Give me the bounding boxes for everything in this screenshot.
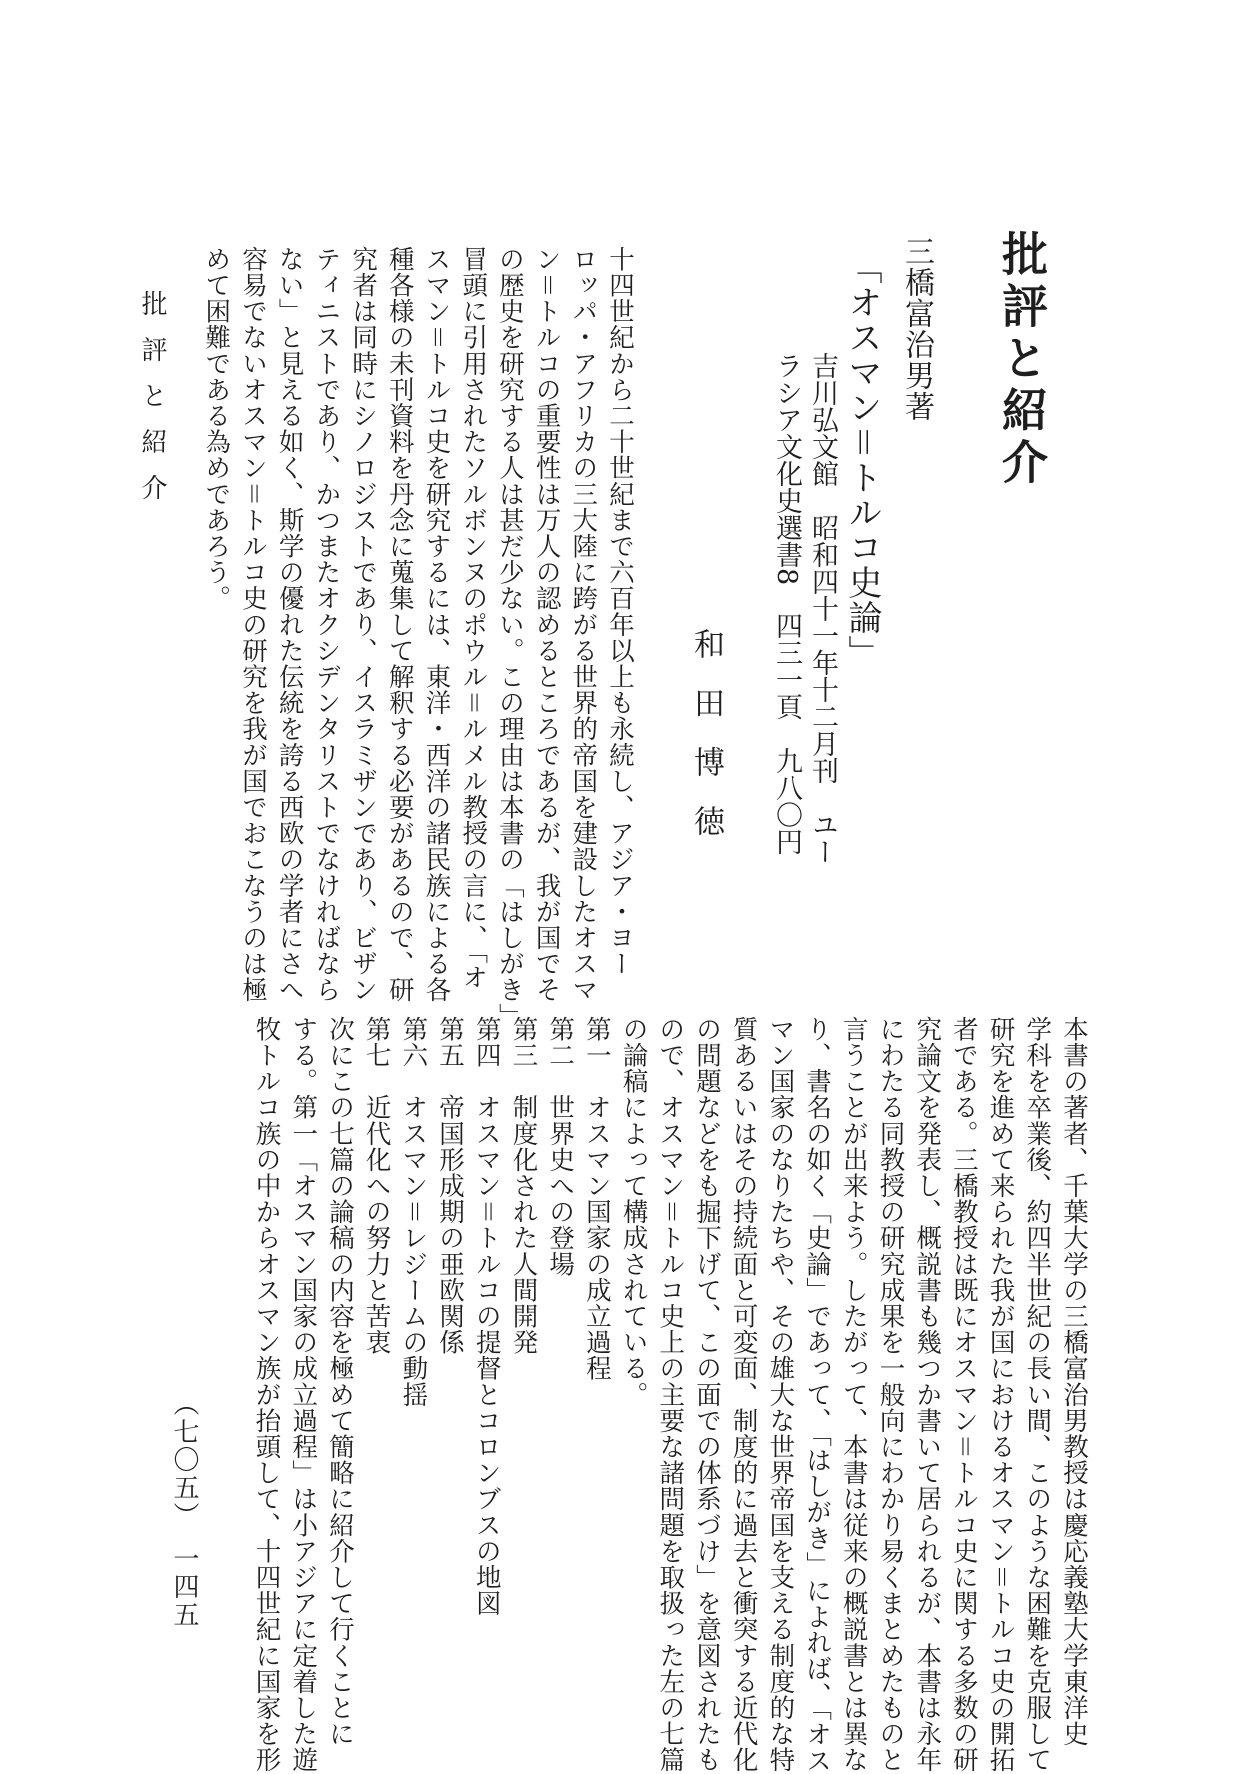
text-line: ない」と見える如く、斯学の優れた伝統を誇る西欧の学者にさへ bbox=[274, 246, 305, 1003]
reviewer-name: 和田博徳 bbox=[688, 628, 724, 864]
text-line: 本書の著者、千葉大学の三橋富治男教授は慶応義塾大学東洋史 bbox=[1059, 1016, 1089, 1747]
text-line: 言うことが出来よう。したがって、本書は従来の概説書とは異な bbox=[838, 1016, 869, 1773]
chapter-item: 第六 オスマン＝レジームの動揺 bbox=[398, 1016, 429, 1408]
text-line: めて困難である為めであろう。 bbox=[201, 246, 232, 612]
text-line: にわたる同教授の研究成果を一般向にわかり易くまとめたものと bbox=[875, 1016, 906, 1773]
text-line: 質あるいはその持続面と可変面、制度的に過去と衝突する近代化 bbox=[728, 1016, 759, 1773]
chapter-item: 第二 世界史への登場 bbox=[545, 1016, 576, 1277]
text-line: 十四世紀から二十世紀まで六百年以上も永続し、アジア・ヨー bbox=[605, 246, 635, 977]
text-line: り、書名の如く「史論」であって、「はしがき」によれば、「オス bbox=[802, 1016, 833, 1774]
text-line: する。第一「オスマン国家の成立過程」は小アジアに定着した遊 bbox=[288, 1016, 319, 1773]
chapter-item: 第三 制度化された人間開発 bbox=[508, 1016, 539, 1356]
chapter-item: 第一 オスマン国家の成立過程 bbox=[581, 1016, 612, 1382]
text-line: 牧トルコ族の中からオスマン族が抬頭して、十四世紀に国家を形 bbox=[251, 1016, 282, 1773]
text-line: ロッパ・アフリカの三大陸に跨がる世界的帝国を建設したオスマ bbox=[568, 246, 599, 1003]
text-line: の歴史を研究する人は甚だ少ない。この理由は本書の「はしがき」 bbox=[494, 246, 525, 1029]
volume-page-number: 一四五 bbox=[169, 1545, 199, 1629]
text-line: 究者は同時にシノロジストであり、イスラミザンであり、ビザン bbox=[348, 246, 379, 1003]
publication-line: ラシア文化史選書8 四三一頁 九八〇円 bbox=[771, 352, 802, 856]
text-line: 次にこの七篇の論稿の内容を極めて簡略に紹介して行くことに bbox=[324, 1016, 355, 1747]
chapter-item: 第四 オスマン＝トルコの提督とコロンブスの地図 bbox=[471, 1016, 502, 1617]
running-head: 批評と紹介 bbox=[137, 290, 167, 520]
intro-paragraph bbox=[198, 246, 638, 1029]
book-publication-info bbox=[768, 352, 840, 865]
text-line: 研究を進めて来られた我が国におけるオスマン＝トルコ史の開拓 bbox=[985, 1016, 1016, 1773]
text-line: ン＝トルコの重要性は万人の認めるところであるが、我が国でそ bbox=[531, 246, 562, 1003]
book-author: 三橋富治男著 bbox=[899, 236, 934, 422]
text-line: 者である。三橋教授は既にオスマン＝トルコ史に関する多数の研 bbox=[948, 1016, 979, 1773]
text-line: 種各様の未刊資料を丹念に蒐集して解釈する必要があるので、研 bbox=[384, 246, 415, 1003]
page-number bbox=[164, 1390, 204, 1629]
text-line: の論稿によって構成されている。 bbox=[618, 1016, 649, 1408]
text-line: ので、オスマン＝トルコ史上の主要な諸問題を取扱った左の七篇 bbox=[655, 1016, 686, 1773]
text-line: 学科を卒業後、約四半世紀の長い間、このような困難を克服して bbox=[1022, 1016, 1053, 1773]
text-line: 究論文を発表し、概説書も幾つか書いて居られるが、本書は永年 bbox=[912, 1016, 943, 1773]
chapter-item: 第五 帝国形成期の亜欧関係 bbox=[435, 1016, 466, 1356]
text-line: スマン＝トルコ史を研究するには、東洋・西洋の諸民族による各 bbox=[421, 246, 452, 1003]
chapter-item: 第七 近代化への努力と苦衷 bbox=[361, 1016, 392, 1356]
section-heading: 批評と紹介 bbox=[995, 230, 1049, 490]
text-line: の問題などをも掘下げて、この面での体系づけ」を意図されたも bbox=[691, 1016, 722, 1773]
main-text bbox=[212, 1016, 1092, 1774]
publication-line: 吉川弘文館 昭和四十一年十二月刊 ユー bbox=[807, 352, 838, 865]
text-line: ティニストであり、かつまたオクシデンタリストでなければなら bbox=[311, 246, 342, 1003]
text-line: 冒頭に引用されたソルボンヌのポウル＝ルメル教授の言に、「オ bbox=[458, 246, 489, 991]
serial-page-number: （七〇五） bbox=[169, 1390, 199, 1517]
text-line: 容易でないオスマン＝トルコ史の研究を我が国でおこなうのは極 bbox=[237, 246, 268, 1003]
book-title: 「オスマン＝トルコ史論」 bbox=[842, 250, 882, 670]
text-line: マン国家のなりたちや、その雄大な世界帝国を支える制度的な特 bbox=[765, 1016, 796, 1773]
